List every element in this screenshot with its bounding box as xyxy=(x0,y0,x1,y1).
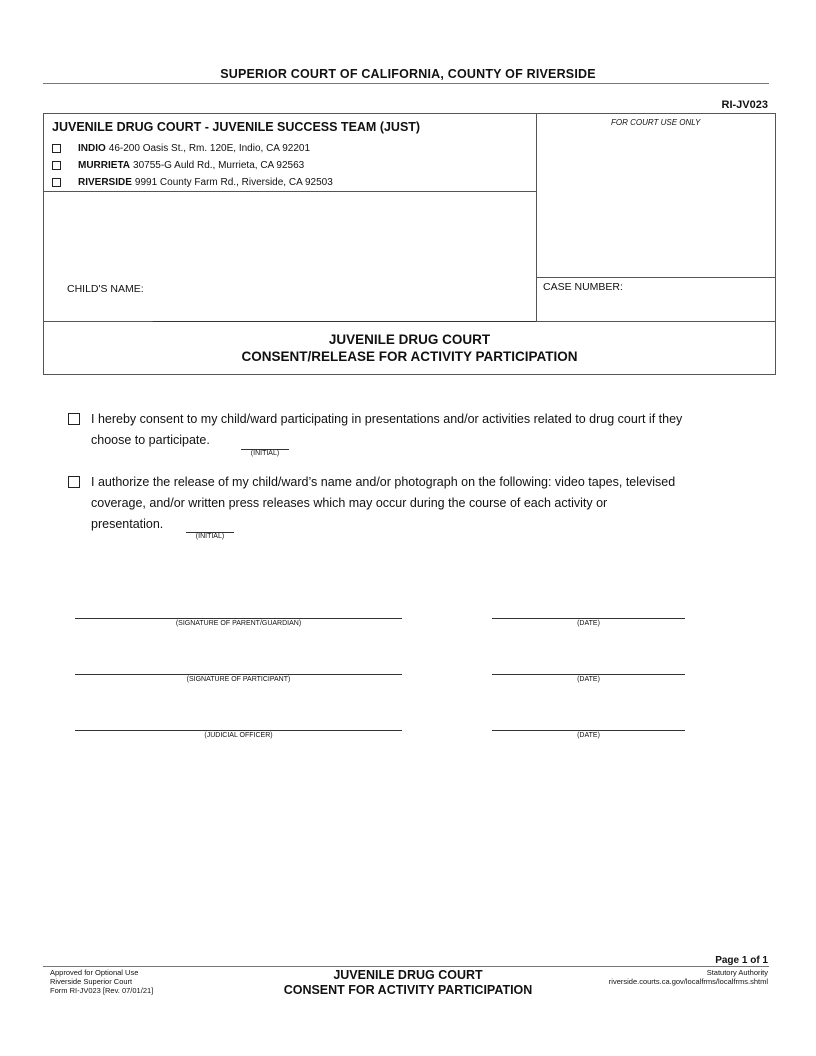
consent-line: choose to participate. xyxy=(91,433,210,447)
release-media-text xyxy=(91,472,741,535)
location-indio xyxy=(52,143,310,154)
location-name: INDIO xyxy=(78,143,106,154)
participant-signature-line[interactable] xyxy=(75,674,402,675)
court-title: SUPERIOR COURT OF CALIFORNIA, COUNTY OF RIVERSIDE xyxy=(220,67,596,81)
form-title-line2: CONSENT/RELEASE FOR ACTIVITY PARTICIPATION xyxy=(241,349,578,364)
location-address: 30755-G Auld Rd., Murrieta, CA 92563 xyxy=(133,160,305,171)
page-number: Page 1 of 1 xyxy=(715,955,768,966)
form-number: RI-JV023 xyxy=(721,99,768,111)
consent-participation-text xyxy=(91,409,741,451)
parent-date-line[interactable] xyxy=(492,618,685,619)
location-name: MURRIETA xyxy=(78,160,131,171)
murrieta-checkbox[interactable] xyxy=(52,161,61,170)
initial-label: (INITIAL) xyxy=(195,533,225,540)
location-riverside xyxy=(52,177,333,188)
date-label: (DATE) xyxy=(577,732,600,739)
judicial-date-line[interactable] xyxy=(492,730,685,731)
form-title-line1: JUVENILE DRUG COURT xyxy=(328,332,491,347)
child-name-label: CHILD'S NAME: xyxy=(67,283,144,295)
consent-line: I hereby consent to my child/ward participating in presentations and/or activities related to drug court if they xyxy=(91,412,683,426)
consent-line: presentation. xyxy=(91,517,164,531)
consent-participation-checkbox[interactable] xyxy=(68,413,80,425)
participant-signature-label: (SIGNATURE OF PARTICIPANT) xyxy=(186,676,291,683)
case-number-label: CASE NUMBER: xyxy=(543,281,623,293)
location-address: 46-200 Oasis St., Rm. 120E, Indio, CA 92201 xyxy=(108,143,311,154)
title-box xyxy=(43,321,776,375)
initial-label: (INITIAL) xyxy=(250,450,280,457)
judicial-officer-label: (JUDICIAL OFFICER) xyxy=(204,732,273,739)
judicial-officer-line[interactable] xyxy=(75,730,402,731)
footer-title-line1: JUVENILE DRUG COURT xyxy=(333,968,483,982)
indio-checkbox[interactable] xyxy=(52,144,61,153)
court-use-box xyxy=(536,113,776,278)
footer-right xyxy=(609,968,768,986)
location-murrieta xyxy=(52,160,304,171)
statutory-authority: Statutory Authority xyxy=(706,968,768,977)
date-label: (DATE) xyxy=(577,676,600,683)
parent-signature-label: (SIGNATURE OF PARENT/GUARDIAN) xyxy=(175,620,302,627)
consent-line: coverage, and/or written press releases which may occur during the course of each activity or xyxy=(91,496,608,510)
date-label: (DATE) xyxy=(577,620,600,627)
court-use-label: FOR COURT USE ONLY xyxy=(611,118,701,127)
header-divider xyxy=(43,83,769,84)
child-info-box xyxy=(43,191,537,322)
parent-signature-line[interactable] xyxy=(75,618,402,619)
footer-url: riverside.courts.ca.gov/localfrms/localfrms.shtml xyxy=(608,977,768,986)
location-address: 9991 County Farm Rd., Riverside, CA 92503 xyxy=(134,177,333,188)
consent-line: I authorize the release of my child/ward’s name and/or photograph on the following: video tapes, televised xyxy=(91,475,676,489)
department-name: JUVENILE DRUG COURT - JUVENILE SUCCESS TEAM (JUST) xyxy=(52,120,421,134)
participant-date-line[interactable] xyxy=(492,674,685,675)
footer-form-rev: Form RI-JV023 [Rev. 07/01/21] xyxy=(50,986,154,995)
footer-approval: Approved for Optional Use xyxy=(50,968,139,977)
riverside-checkbox[interactable] xyxy=(52,178,61,187)
location-name: RIVERSIDE xyxy=(78,177,132,188)
release-media-checkbox[interactable] xyxy=(68,476,80,488)
footer-court: Riverside Superior Court xyxy=(50,977,133,986)
footer-title-line2: CONSENT FOR ACTIVITY PARTICIPATION xyxy=(283,983,533,997)
name-underline xyxy=(153,321,536,322)
footer-divider xyxy=(43,966,769,967)
